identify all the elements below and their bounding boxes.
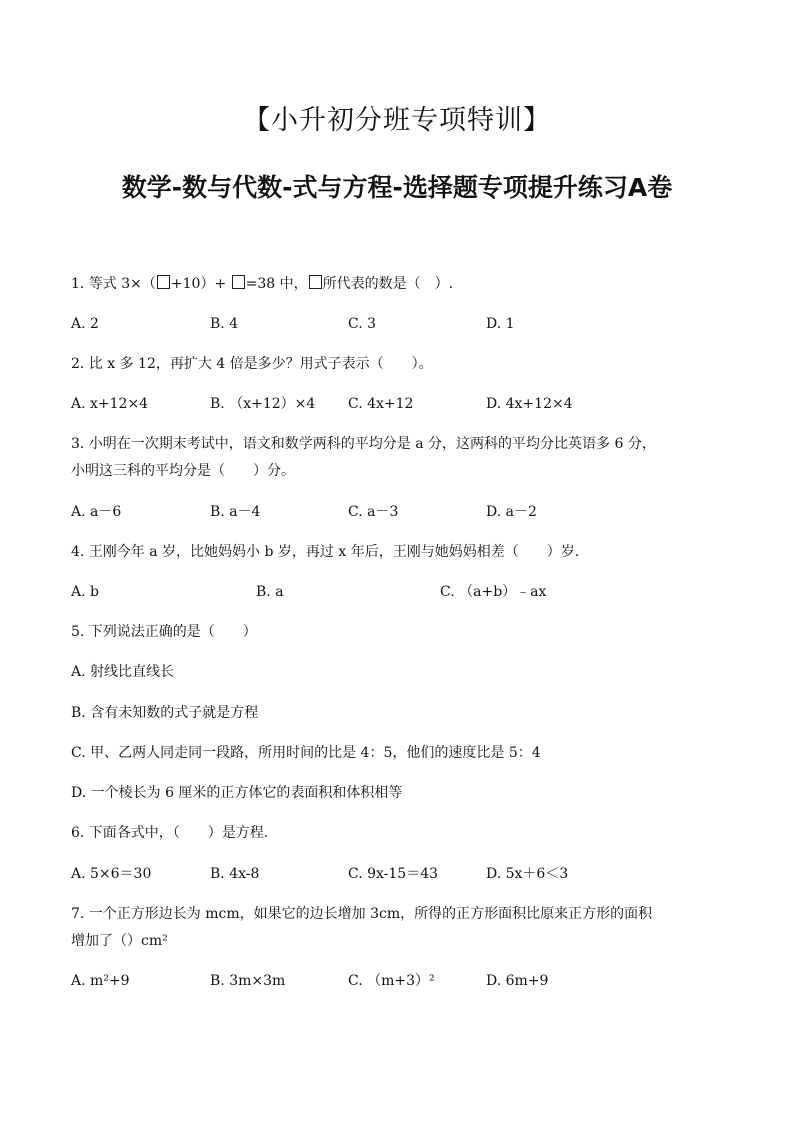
question-7-line-1: 7. 一个正方形边长为 mcm，如果它的边长增加 3cm，所得的正方形面积比原来正方形的面积 — [71, 906, 653, 922]
blank-box-icon — [309, 275, 322, 289]
question-2-option-b: B. （x+12）×4 — [210, 396, 316, 412]
question-1-option-a: A. 2 — [71, 316, 99, 332]
document-subtitle: 数学-数与代数-式与方程-选择题专项提升练习A卷 — [121, 173, 673, 202]
blank-box-icon — [157, 275, 170, 289]
question-6-option-d: D. 5x＋6＜3 — [486, 866, 569, 882]
question-5-option-a: A. 射线比直线长 — [71, 664, 175, 680]
question-3-option-b: B. a－4 — [210, 504, 261, 520]
blank-box-icon — [232, 275, 245, 289]
document-title: 【小升初分班专项特训】 — [243, 105, 551, 136]
question-7-line-2: 增加了（）cm² — [71, 933, 168, 949]
question-6-option-c: C. 9x-15＝43 — [348, 866, 439, 882]
question-1-option-c: C. 3 — [348, 316, 377, 332]
question-2-option-c: C. 4x+12 — [348, 396, 414, 412]
question-1-option-d: D. 1 — [486, 316, 515, 332]
question-5: 5. 下列说法正确的是（ ） — [71, 624, 257, 640]
question-3-line-2: 小明这三科的平均分是（ ）分。 — [71, 463, 295, 479]
question-5-option-c: C. 甲、乙两人同走同一段路，所用时间的比是 4：5，他们的速度比是 5：4 — [71, 745, 541, 761]
question-4-option-c: C. （a+b）﹣ax — [440, 584, 547, 600]
question-1-option-b: B. 4 — [210, 316, 239, 332]
question-4-option-b: B. a — [256, 584, 284, 600]
question-2: 2. 比 x 多 12，再扩大 4 倍是多少？用式子表示（ ）。 — [71, 356, 433, 372]
question-7-option-c: C. （m+3）² — [348, 973, 435, 989]
question-5-option-d: D. 一个棱长为 6 厘米的正方体它的表面积和体积相等 — [71, 785, 403, 801]
question-3-line-1: 3. 小明在一次期末考试中，语文和数学两科的平均分是 a 分，这两科的平均分比英语多 6 分， — [71, 436, 656, 452]
question-1-part1: 1. 等式 3×（ — [71, 276, 156, 292]
question-5-option-b: B. 含有未知数的式子就是方程 — [71, 705, 259, 721]
question-2-option-d: D. 4x+12×4 — [486, 396, 573, 412]
question-6-option-a: A. 5×6＝30 — [71, 866, 152, 882]
question-7-option-d: D. 6m+9 — [486, 973, 549, 989]
question-1-part2: +10）+ — [170, 276, 231, 292]
question-6: 6. 下面各式中，（ ）是方程. — [71, 825, 269, 841]
question-7-option-b: B. 3m×3m — [210, 973, 286, 989]
question-2-option-a: A. x+12×4 — [71, 396, 149, 412]
question-1-part3: =38 中， — [245, 276, 308, 292]
question-7-option-a: A. m²+9 — [71, 973, 130, 989]
question-1-part4: 所代表的数是（ ）. — [322, 276, 454, 292]
question-3-option-a: A. a－6 — [71, 504, 122, 520]
question-4: 4. 王刚今年 a 岁，比她妈妈小 b 岁，再过 x 年后，王刚与她妈妈相差（ ）岁. — [71, 544, 580, 560]
question-1 — [71, 274, 453, 294]
question-3-option-d: D. a－2 — [486, 504, 537, 520]
question-6-option-b: B. 4x-8 — [210, 866, 260, 882]
question-4-option-a: A. b — [71, 584, 99, 600]
question-3-option-c: C. a－3 — [348, 504, 399, 520]
